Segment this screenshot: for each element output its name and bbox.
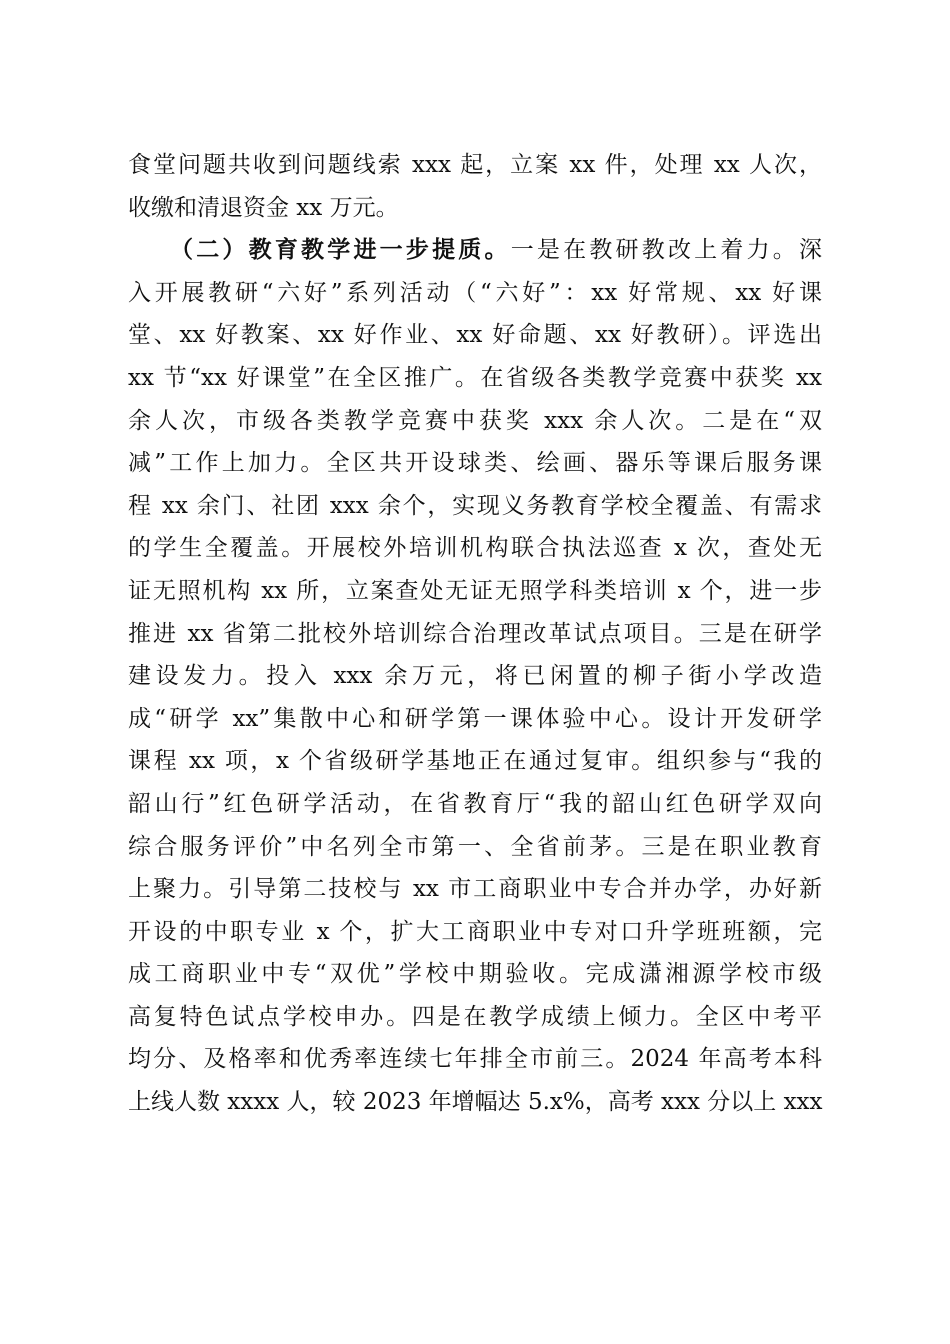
text-span: 一是在教研教改上着力。深 (510, 237, 823, 264)
text-line: 余人次，市级各类教学竞赛中获奖 xxx 余人次。二是在“双 (128, 407, 822, 434)
text-line: 程 xx 余门、社团 xxx 余个，实现义务教育学校全覆盖、有需求 (128, 492, 822, 519)
text-line: 减”工作上加力。全区共开设球类、绘画、器乐等课后服务课 (128, 450, 822, 477)
text-line: 成“研学 xx”集散中心和研学第一课体验中心。设计开发研学 (128, 705, 822, 732)
section-heading: （二）教育教学进一步提质。 (170, 236, 511, 264)
text-line: 成工商职业中专“双优”学校中期验收。完成潇湘源学校市级 (128, 961, 822, 988)
text-line: xx 节“xx 好课堂”在全区推广。在省级各类教学竞赛中获奖 xx (128, 364, 822, 391)
text-line: 开设的中职专业 x 个，扩大工商职业中专对口升学班班额，完 (128, 918, 822, 945)
text-line: 均分、及格率和优秀率连续七年排全市前三。2024 年高考本科 (128, 1046, 822, 1073)
text-line: 上聚力。引导第二技校与 xx 市工商职业中专合并办学，办好新 (128, 876, 822, 903)
text-line: 课程 xx 项，x 个省级研学基地正在通过复审。组织参与“我的 (128, 748, 822, 775)
text-line: 证无照机构 xx 所，立案查处无证无照学科类培训 x 个，进一步 (128, 577, 822, 604)
document-page (128, 144, 822, 1124)
text-line: 综合服务评价”中名列全市第一、全省前茅。三是在职业教育 (128, 833, 822, 860)
text-line: 食堂问题共收到问题线索 xxx 起，立案 xx 件，处理 xx 人次， (128, 152, 822, 178)
text-line: 堂、xx 好教案、xx 好作业、xx 好命题、xx 好教研）。评选出 (128, 322, 822, 349)
text-line: 高复特色试点学校申办。四是在教学成绩上倾力。全区中考平 (128, 1003, 822, 1030)
paragraph-2 (128, 229, 822, 1123)
text-line: 建设发力。投入 xxx 余万元，将已闲置的柳子街小学改造 (128, 663, 822, 690)
text-line: 上线人数 xxxx 人，较 2023 年增幅达 5.x%，高考 xxx 分以上 xxx (128, 1089, 823, 1116)
text-line: 入开展教研“六好”系列活动（“六好”：xx 好常规、xx 好课 (128, 279, 822, 306)
paragraph-1 (128, 144, 822, 229)
text-line: 推进 xx 省第二批校外培训综合治理改革试点项目。三是在研学 (128, 620, 822, 647)
text-line: 收缴和清退资金 xx 万元。 (128, 194, 399, 221)
text-line: 韶山行”红色研学活动，在省教育厅“我的韶山红色研学双向 (128, 790, 822, 817)
text-line: 的学生全覆盖。开展校外培训机构联合执法巡查 x 次，查处无 (128, 535, 822, 562)
text-line (128, 229, 822, 272)
